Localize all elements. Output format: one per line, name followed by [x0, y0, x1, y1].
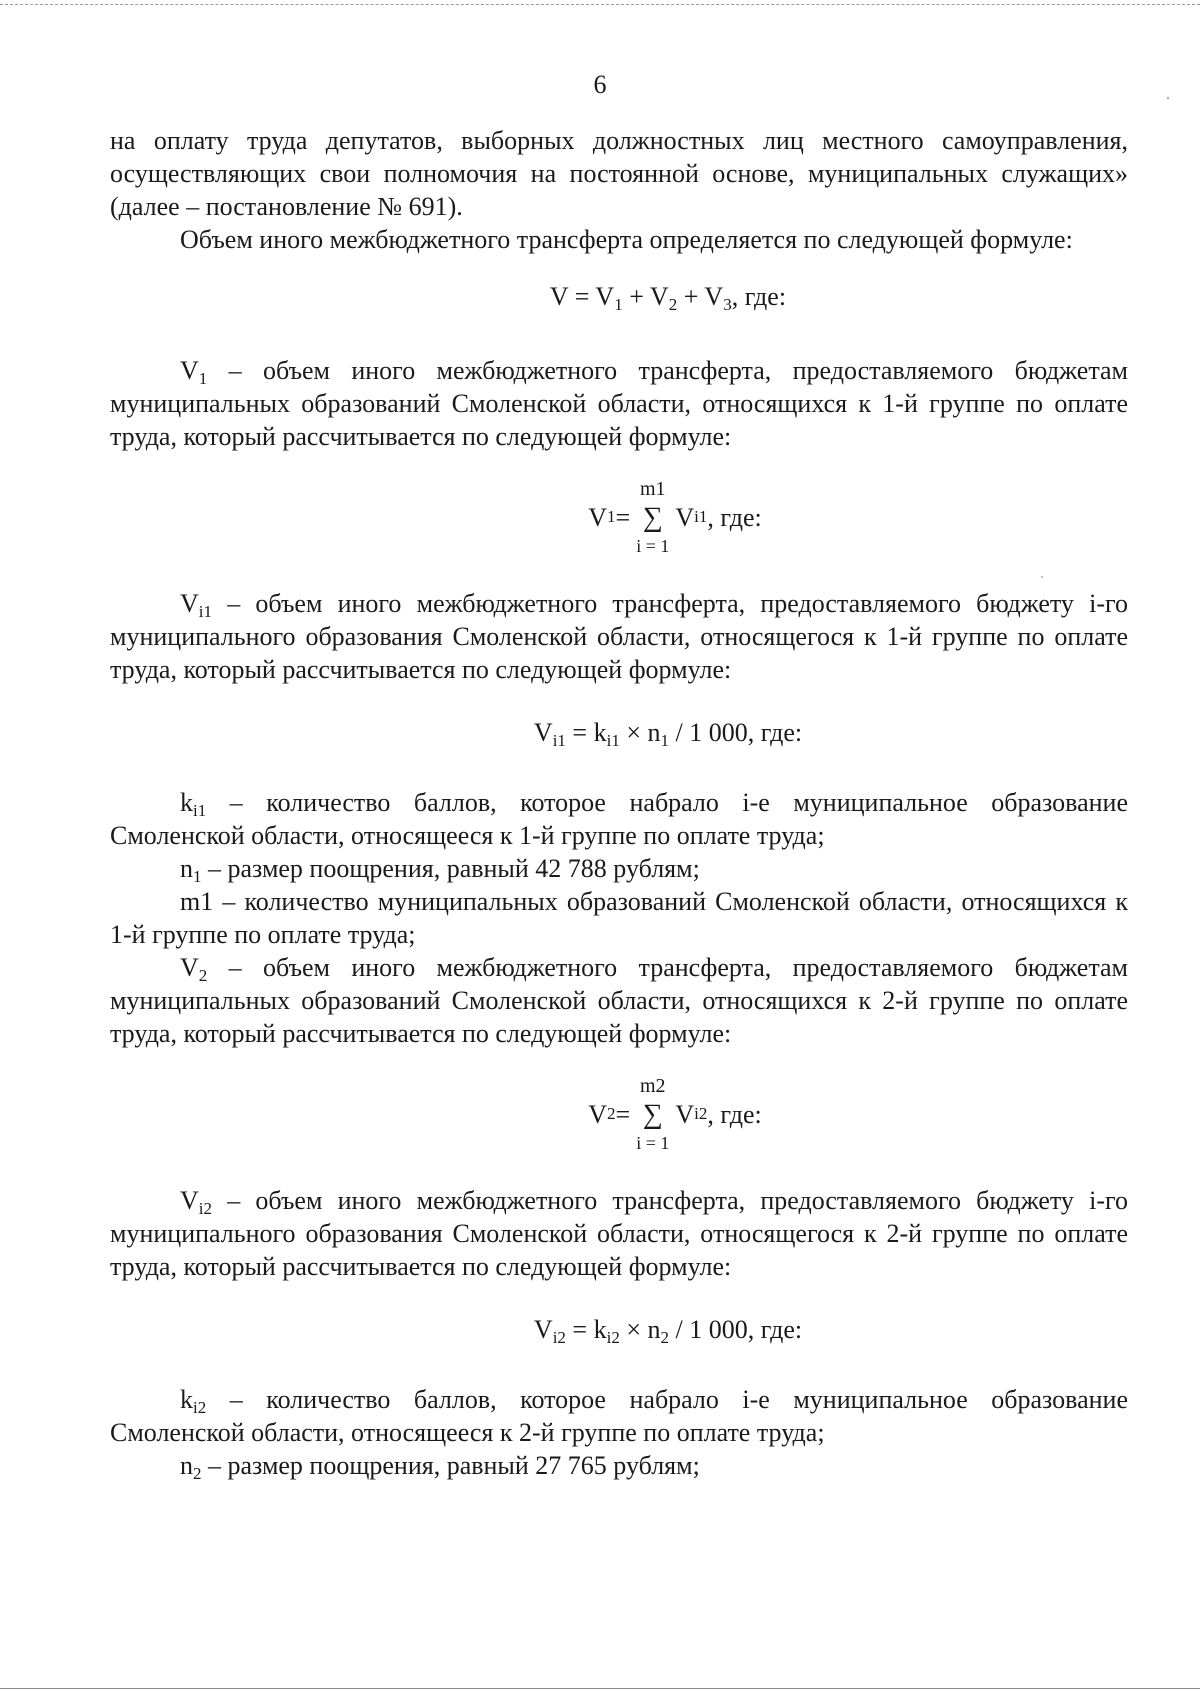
paragraph	[110, 852, 1128, 885]
paragraph: на оплату труда депутатов, выборных должностных лиц местного самоуправления, осуществляющих свои полномочия на постоянной основе, муниципальных служащих» (далее – постановление № 691).	[110, 126, 1128, 221]
formula-tail: , где:	[707, 502, 762, 532]
formula-subscript: 2	[668, 295, 678, 314]
sum-operator	[636, 477, 669, 557]
formula-vi1	[110, 716, 1128, 749]
formula-subscript: i1	[198, 602, 213, 621]
formula-symbol: V	[549, 282, 569, 311]
sum-operator	[636, 1074, 669, 1154]
formula-symbol: n	[180, 1451, 193, 1480]
formula-subscript: 1	[660, 731, 669, 750]
sum-upper-limit: m1	[640, 478, 666, 500]
formula-subscript: i1	[552, 731, 566, 750]
formula-sum-v2: V 2 = m2 ∑ i = 1 V i2 , где:	[588, 1075, 762, 1153]
paragraph-text: – количество баллов, которое набрало i-е муниципальное образование Смоленской области, относящееся к 2-й группе по оплате труда;	[110, 1385, 1128, 1447]
formula-operator: = V	[568, 282, 615, 311]
formula-symbol: V	[180, 589, 199, 618]
formula-subscript: i2	[552, 1328, 566, 1347]
formula-symbol: k	[180, 788, 193, 817]
sum-upper-limit: m2	[640, 1075, 666, 1097]
paragraph-text: – количество баллов, которое набрало i-е муниципальное образование Смоленской области, относящееся к 1-й группе по оплате труда;	[110, 788, 1128, 850]
formula-operator: + V	[677, 282, 724, 311]
formula-operator: × n	[619, 718, 661, 747]
formula-subscript: i1	[193, 801, 207, 820]
formula-subscript: 2	[193, 1464, 202, 1483]
formula-operator: = k	[565, 718, 607, 747]
formula-tail: , где:	[731, 282, 787, 311]
sum-lower-limit: i = 1	[636, 1133, 670, 1153]
formula-operator: = k	[565, 1315, 607, 1344]
formula-subscript: 2	[660, 1328, 669, 1347]
formula-symbol: k	[180, 1385, 193, 1414]
formula-operator: =	[615, 1099, 631, 1129]
formula-symbol: V	[533, 1315, 553, 1344]
paragraph-text: – объем иного межбюджетного трансферта, предоставляемого бюджетам муниципальных образований Смоленской области, относящихся к 2-й группе по оплате труда, который рассчитывается по следующей формуле:	[110, 953, 1128, 1048]
formula-sum-v1: V 1 = m1 ∑ i = 1 V i1 , где:	[588, 478, 762, 556]
formula-operator: × n	[619, 1315, 661, 1344]
formula-operator: + V	[622, 282, 669, 311]
formula-subscript: i2	[198, 1199, 213, 1218]
formula-vi2	[110, 1313, 1128, 1346]
formula-tail: / 1 000, где:	[669, 718, 803, 747]
formula-symbol: V	[675, 1099, 695, 1129]
paragraph	[110, 354, 1128, 453]
formula-total	[110, 280, 1128, 313]
paragraph	[110, 951, 1128, 1050]
formula-symbol: V	[675, 502, 695, 532]
bottom-scan-edge	[0, 1688, 1200, 1689]
formula-symbol: V	[588, 502, 608, 532]
paragraph	[110, 587, 1128, 686]
paragraph-text: – объем иного межбюджетного трансферта, предоставляемого бюджетам муниципальных образований Смоленской области, относящихся к 1-й группе по оплате труда, который рассчитывается по следующей формуле:	[110, 356, 1128, 451]
sigma-icon: ∑	[642, 1099, 663, 1130]
page-number: 6	[593, 70, 607, 99]
formula-subscript: 1	[614, 295, 623, 314]
sigma-icon: ∑	[642, 502, 663, 533]
paragraph: m1 – количество муниципальных образований Смоленской области, относящихся к 1-й группе по оплате труда;	[110, 887, 1128, 949]
formula-tail: , где:	[707, 1099, 762, 1129]
formula-subscript: 2	[198, 966, 208, 985]
paragraph-text: – объем иного межбюджетного трансферта, предоставляемого бюджету i-го муниципального образования Смоленской области, относящегося к 2-й группе по оплате труда, который рассчитывается по следующей формуле:	[110, 1186, 1128, 1281]
formula-subscript: 3	[723, 295, 732, 314]
paragraph-text: – объем иного межбюджетного трансферта, предоставляемого бюджету i-го муниципального образования Смоленской области, относящегося к 1-й группе по оплате труда, который рассчитывается по следующей формуле:	[110, 589, 1128, 684]
sum-lower-limit: i = 1	[636, 536, 670, 556]
paragraph	[110, 1184, 1128, 1283]
formula-symbol: V	[588, 1099, 608, 1129]
formula-subscript: i2	[606, 1328, 620, 1347]
paragraph	[110, 1383, 1128, 1449]
formula-symbol: V	[180, 1186, 199, 1215]
paragraph	[110, 1449, 1128, 1482]
formula-subscript: i2	[193, 1398, 207, 1417]
formula-symbol: V	[180, 356, 199, 385]
top-scan-edge	[0, 4, 1200, 5]
formula-operator: =	[615, 502, 631, 532]
formula-symbol: V	[533, 718, 553, 747]
formula-subscript: 1	[198, 369, 208, 388]
paragraph-text: – размер поощрения, равный 42 788 рублям;	[201, 854, 700, 883]
paragraph-text: – размер поощрения, равный 27 765 рублям;	[201, 1451, 700, 1480]
formula-subscript: i1	[606, 731, 620, 750]
formula-symbol: n	[180, 854, 193, 883]
document-body	[110, 124, 1128, 1482]
formula-tail: / 1 000, где:	[669, 1315, 803, 1344]
paragraph: Объем иного межбюджетного трансферта определяется по следующей формуле:	[180, 225, 1073, 254]
formula-subscript: 1	[193, 867, 202, 886]
formula-symbol: V	[180, 953, 199, 982]
paragraph	[110, 786, 1128, 852]
